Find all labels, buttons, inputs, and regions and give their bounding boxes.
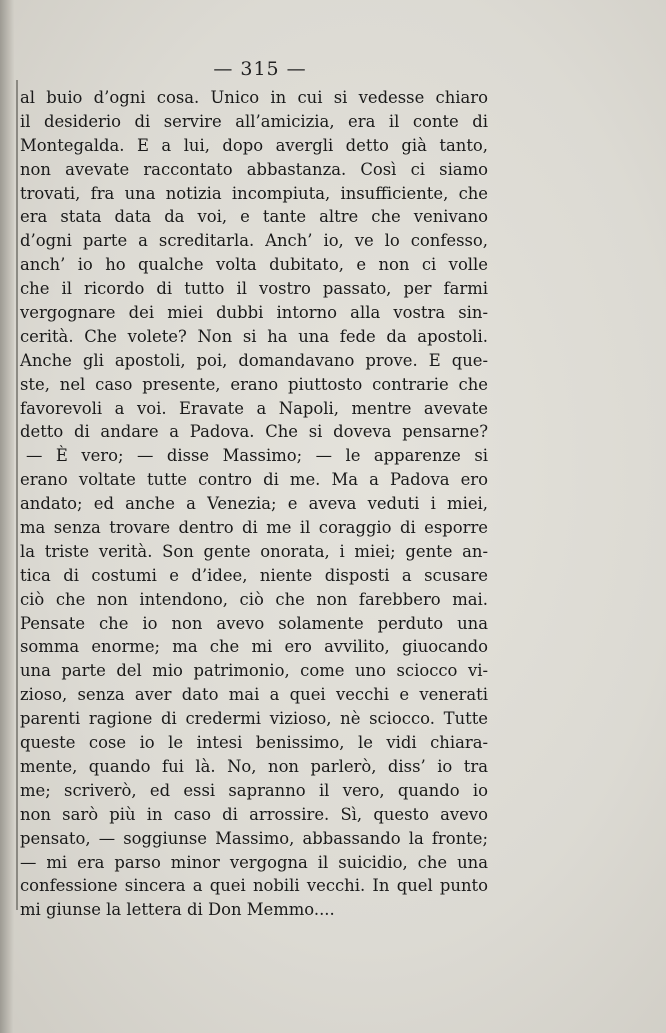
body-text — [20, 86, 488, 922]
text-line: vergognare dei miei dubbi intorno alla vostra sin- — [20, 303, 488, 323]
text-line: — mi era parso minor vergogna il suicidio, che una — [20, 852, 488, 872]
text-line: che il ricordo di tutto il vostro passato, per farmi — [20, 279, 488, 299]
text-line: anch’ io ho qualche volta dubitato, e non ci volle — [20, 255, 488, 275]
text-line: trovati, fra una notizia incompiuta, insufficiente, che — [20, 183, 488, 203]
text-line: detto di andare a Padova. Che si doveva pensarne? — [20, 422, 488, 442]
text-line: mi giunse la lettera di Don Memmo.... — [20, 900, 335, 920]
text-line: ma senza trovare dentro di me il coraggio di esporre — [20, 518, 488, 538]
text-line: Montegalda. E a lui, dopo avergli detto già tanto, — [20, 135, 488, 155]
text-line: era stata data da voi, e tante altre che venivano — [20, 207, 488, 227]
text-line: Pensate che io non avevo solamente perduto una — [20, 613, 488, 633]
text-line: somma enorme; ma che mi ero avvilito, giuocando — [20, 637, 488, 657]
page-spine-shadow — [0, 0, 14, 1033]
text-line: me; scriverò, ed essi sapranno il vero, quando io — [20, 780, 488, 800]
text-line: confessione sincera a quei nobili vecchi. In quel punto — [20, 876, 488, 896]
text-line: non sarò più in caso di arrossire. Sì, questo avevo — [20, 804, 488, 824]
text-line: andato; ed anche a Venezia; e aveva veduti i miei, — [20, 494, 488, 514]
text-line: d’ogni parte a screditarla. Anch’ io, ve lo confesso, — [20, 231, 488, 251]
text-line: Anche gli apostoli, poi, domandavano prove. E que- — [20, 350, 488, 370]
text-line: — È vero; — disse Massimo; — le apparenze si — [26, 446, 488, 466]
text-line: parenti ragione di credermi vizioso, nè sciocco. Tutte — [20, 709, 488, 729]
text-line: mente, quando fui là. No, non parlerò, diss’ io tra — [20, 756, 488, 776]
text-line: favorevoli a voi. Eravate a Napoli, mentre avevate — [20, 398, 488, 418]
text-line: ste, nel caso presente, erano piuttosto contrarie che — [20, 374, 488, 394]
text-line: zioso, senza aver dato mai a quei vecchi e venerati — [20, 685, 488, 705]
text-line: una parte del mio patrimonio, come uno sciocco vi- — [20, 661, 488, 681]
text-line: cerità. Che volete? Non si ha una fede da apostoli. — [20, 326, 488, 346]
text-line: non avevate raccontato abbastanza. Così ci siamo — [20, 159, 488, 179]
text-line: la triste verità. Son gente onorata, i miei; gente an- — [20, 541, 488, 561]
text-line: al buio d’ogni cosa. Unico in cui si vedesse chiaro — [20, 88, 488, 107]
page-number: — 315 — — [213, 58, 307, 80]
text-line: pensato, — soggiunse Massimo, abbassando la fronte; — [20, 828, 488, 848]
text-line: ciò che non intendono, ciò che non farebbero mai. — [20, 589, 488, 609]
binding-edge — [16, 80, 18, 910]
text-line: tica di costumi e d’idee, niente disposti a scusare — [20, 565, 488, 585]
text-line: il desiderio di servire all’amicizia, era il conte di — [20, 111, 488, 131]
text-line: erano voltate tutte contro di me. Ma a Padova ero — [20, 470, 488, 490]
text-line: queste cose io le intesi benissimo, le vidi chiara- — [20, 733, 488, 753]
